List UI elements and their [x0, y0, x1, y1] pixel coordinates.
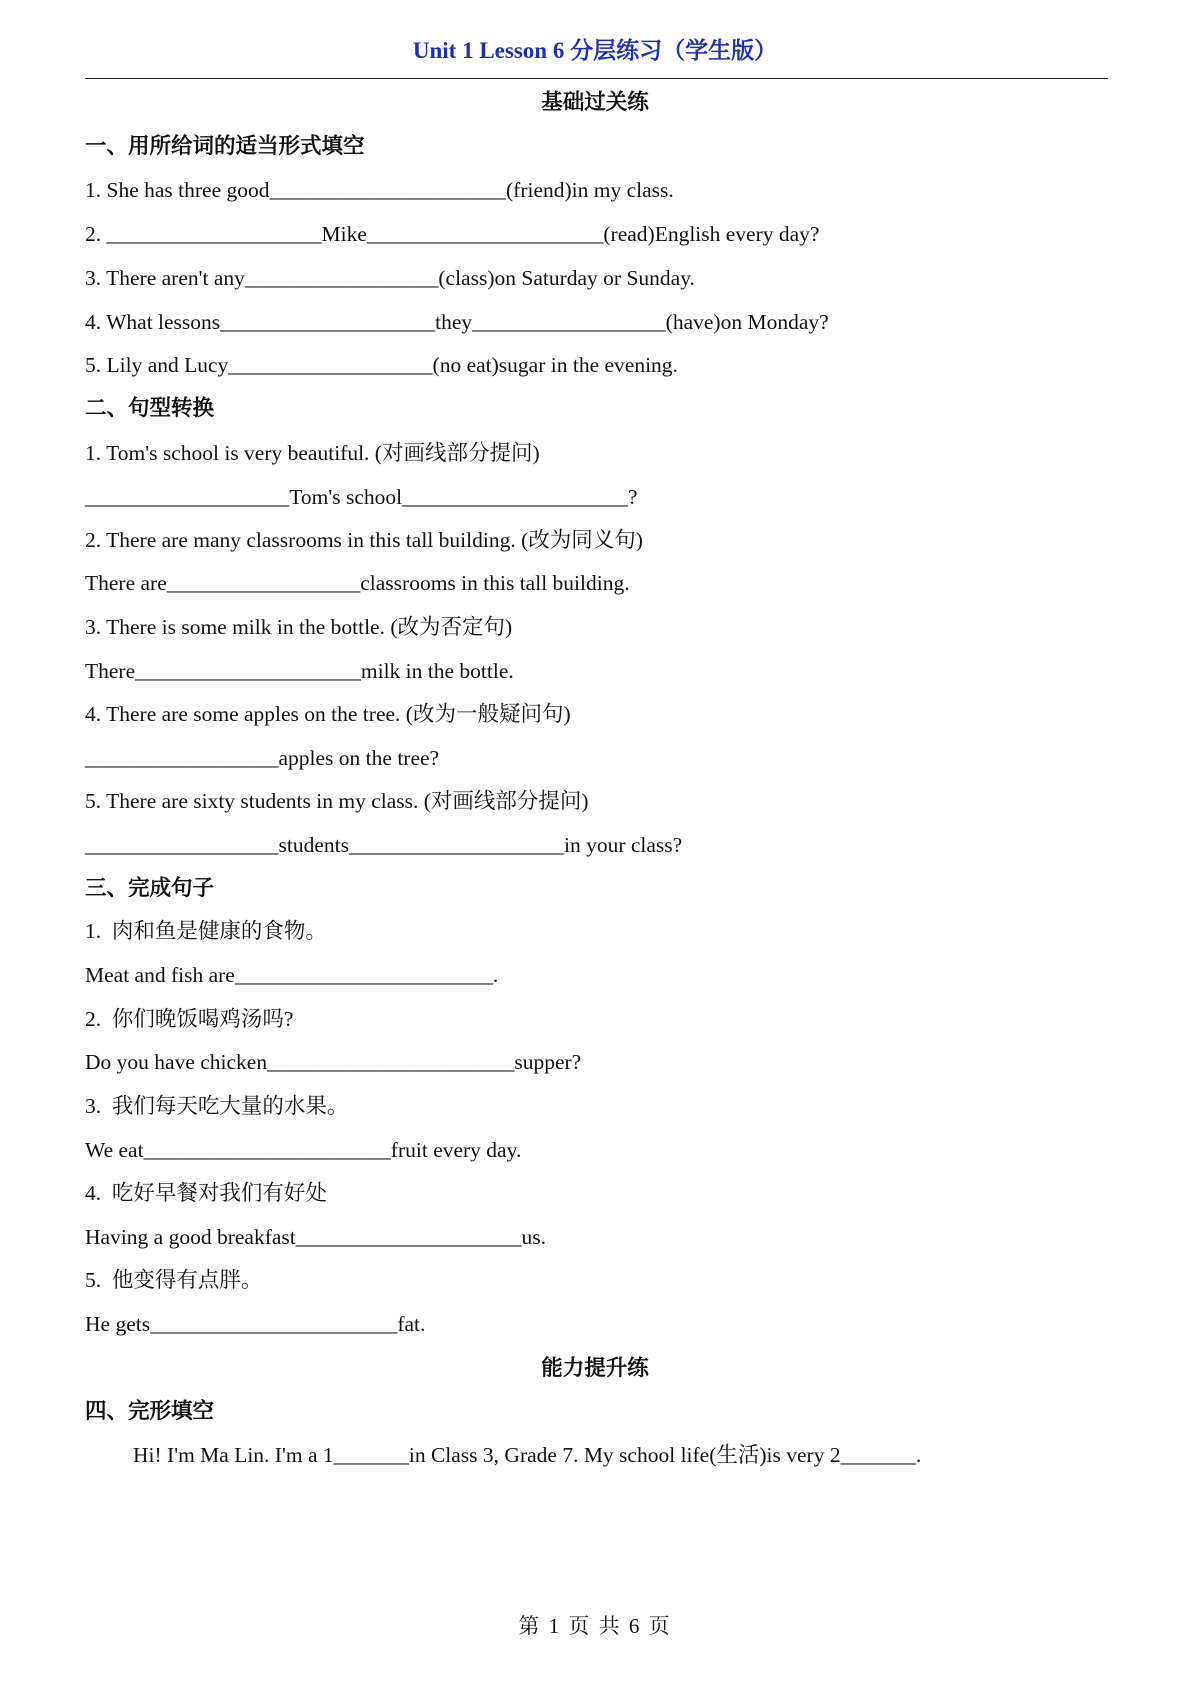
- cloze-passage: Hi! I'm Ma Lin. I'm a 1_______in Class 3, Grade 7. My school life(生活)is very 2_______.: [133, 1443, 922, 1467]
- sec1-item-1: 1. She has three good______________________(friend)in my class.: [85, 178, 674, 202]
- sec3-item-4-chinese: 4. 吃好早餐对我们有好处: [85, 1181, 327, 1205]
- sec2-item-4-question: 4. There are some apples on the tree. (改为一般疑问句): [85, 702, 571, 726]
- sec2-item-3-answer: There_____________________milk in the bottle.: [85, 659, 514, 683]
- section-1-title: 一、用所给词的适当形式填空: [85, 134, 365, 158]
- sec2-item-5-question: 5. There are sixty students in my class. (对画线部分提问): [85, 789, 589, 813]
- sec2-item-1-question: 1. Tom's school is very beautiful. (对画线部分提问): [85, 441, 540, 465]
- sec2-item-1-answer: ___________________Tom's school_____________________?: [85, 485, 638, 509]
- sec3-item-3-chinese: 3. 我们每天吃大量的水果。: [85, 1094, 349, 1118]
- sec3-item-4-answer: Having a good breakfast_____________________us.: [85, 1225, 546, 1249]
- sec2-item-2-question: 2. There are many classrooms in this tall building. (改为同义句): [85, 528, 643, 552]
- sec3-item-2-answer: Do you have chicken_______________________supper?: [85, 1050, 582, 1074]
- part-title-basic: 基础过关练: [541, 90, 649, 114]
- sec3-item-1-chinese: 1. 肉和鱼是健康的食物。: [85, 919, 327, 943]
- sec3-item-1-answer: Meat and fish are________________________.: [85, 963, 499, 987]
- sec2-item-2-answer: There are__________________classrooms in this tall building.: [85, 571, 630, 595]
- sec3-item-5-answer: He gets_______________________fat.: [85, 1312, 426, 1336]
- sec1-item-3: 3. There aren't any__________________(class)on Saturday or Sunday.: [85, 266, 695, 290]
- page-number: 第 1 页 共 6 页: [518, 1614, 672, 1638]
- part-title-advanced: 能力提升练: [541, 1356, 649, 1380]
- header-divider: [85, 78, 1108, 79]
- sec3-item-5-chinese: 5. 他变得有点胖。: [85, 1268, 263, 1292]
- sec3-item-3-answer: We eat_______________________fruit every day.: [85, 1138, 522, 1162]
- section-3-title: 三、完成句子: [85, 876, 215, 900]
- section-2-title: 二、句型转换: [85, 396, 215, 420]
- sec2-item-5-answer: __________________students____________________in your class?: [85, 833, 683, 857]
- sec2-item-3-question: 3. There is some milk in the bottle. (改为否定句): [85, 615, 513, 639]
- sec1-item-2: 2. ____________________Mike______________________(read)English every day?: [85, 222, 820, 246]
- sec3-item-2-chinese: 2. 你们晚饭喝鸡汤吗?: [85, 1007, 294, 1031]
- section-4-title: 四、完形填空: [85, 1399, 215, 1423]
- sec1-item-4: 4. What lessons____________________they__________________(have)on Monday?: [85, 310, 829, 334]
- sec2-item-4-answer: __________________apples on the tree?: [85, 746, 440, 770]
- document-title: Unit 1 Lesson 6 分层练习（学生版）: [412, 38, 778, 63]
- sec1-item-5: 5. Lily and Lucy___________________(no eat)sugar in the evening.: [85, 353, 678, 377]
